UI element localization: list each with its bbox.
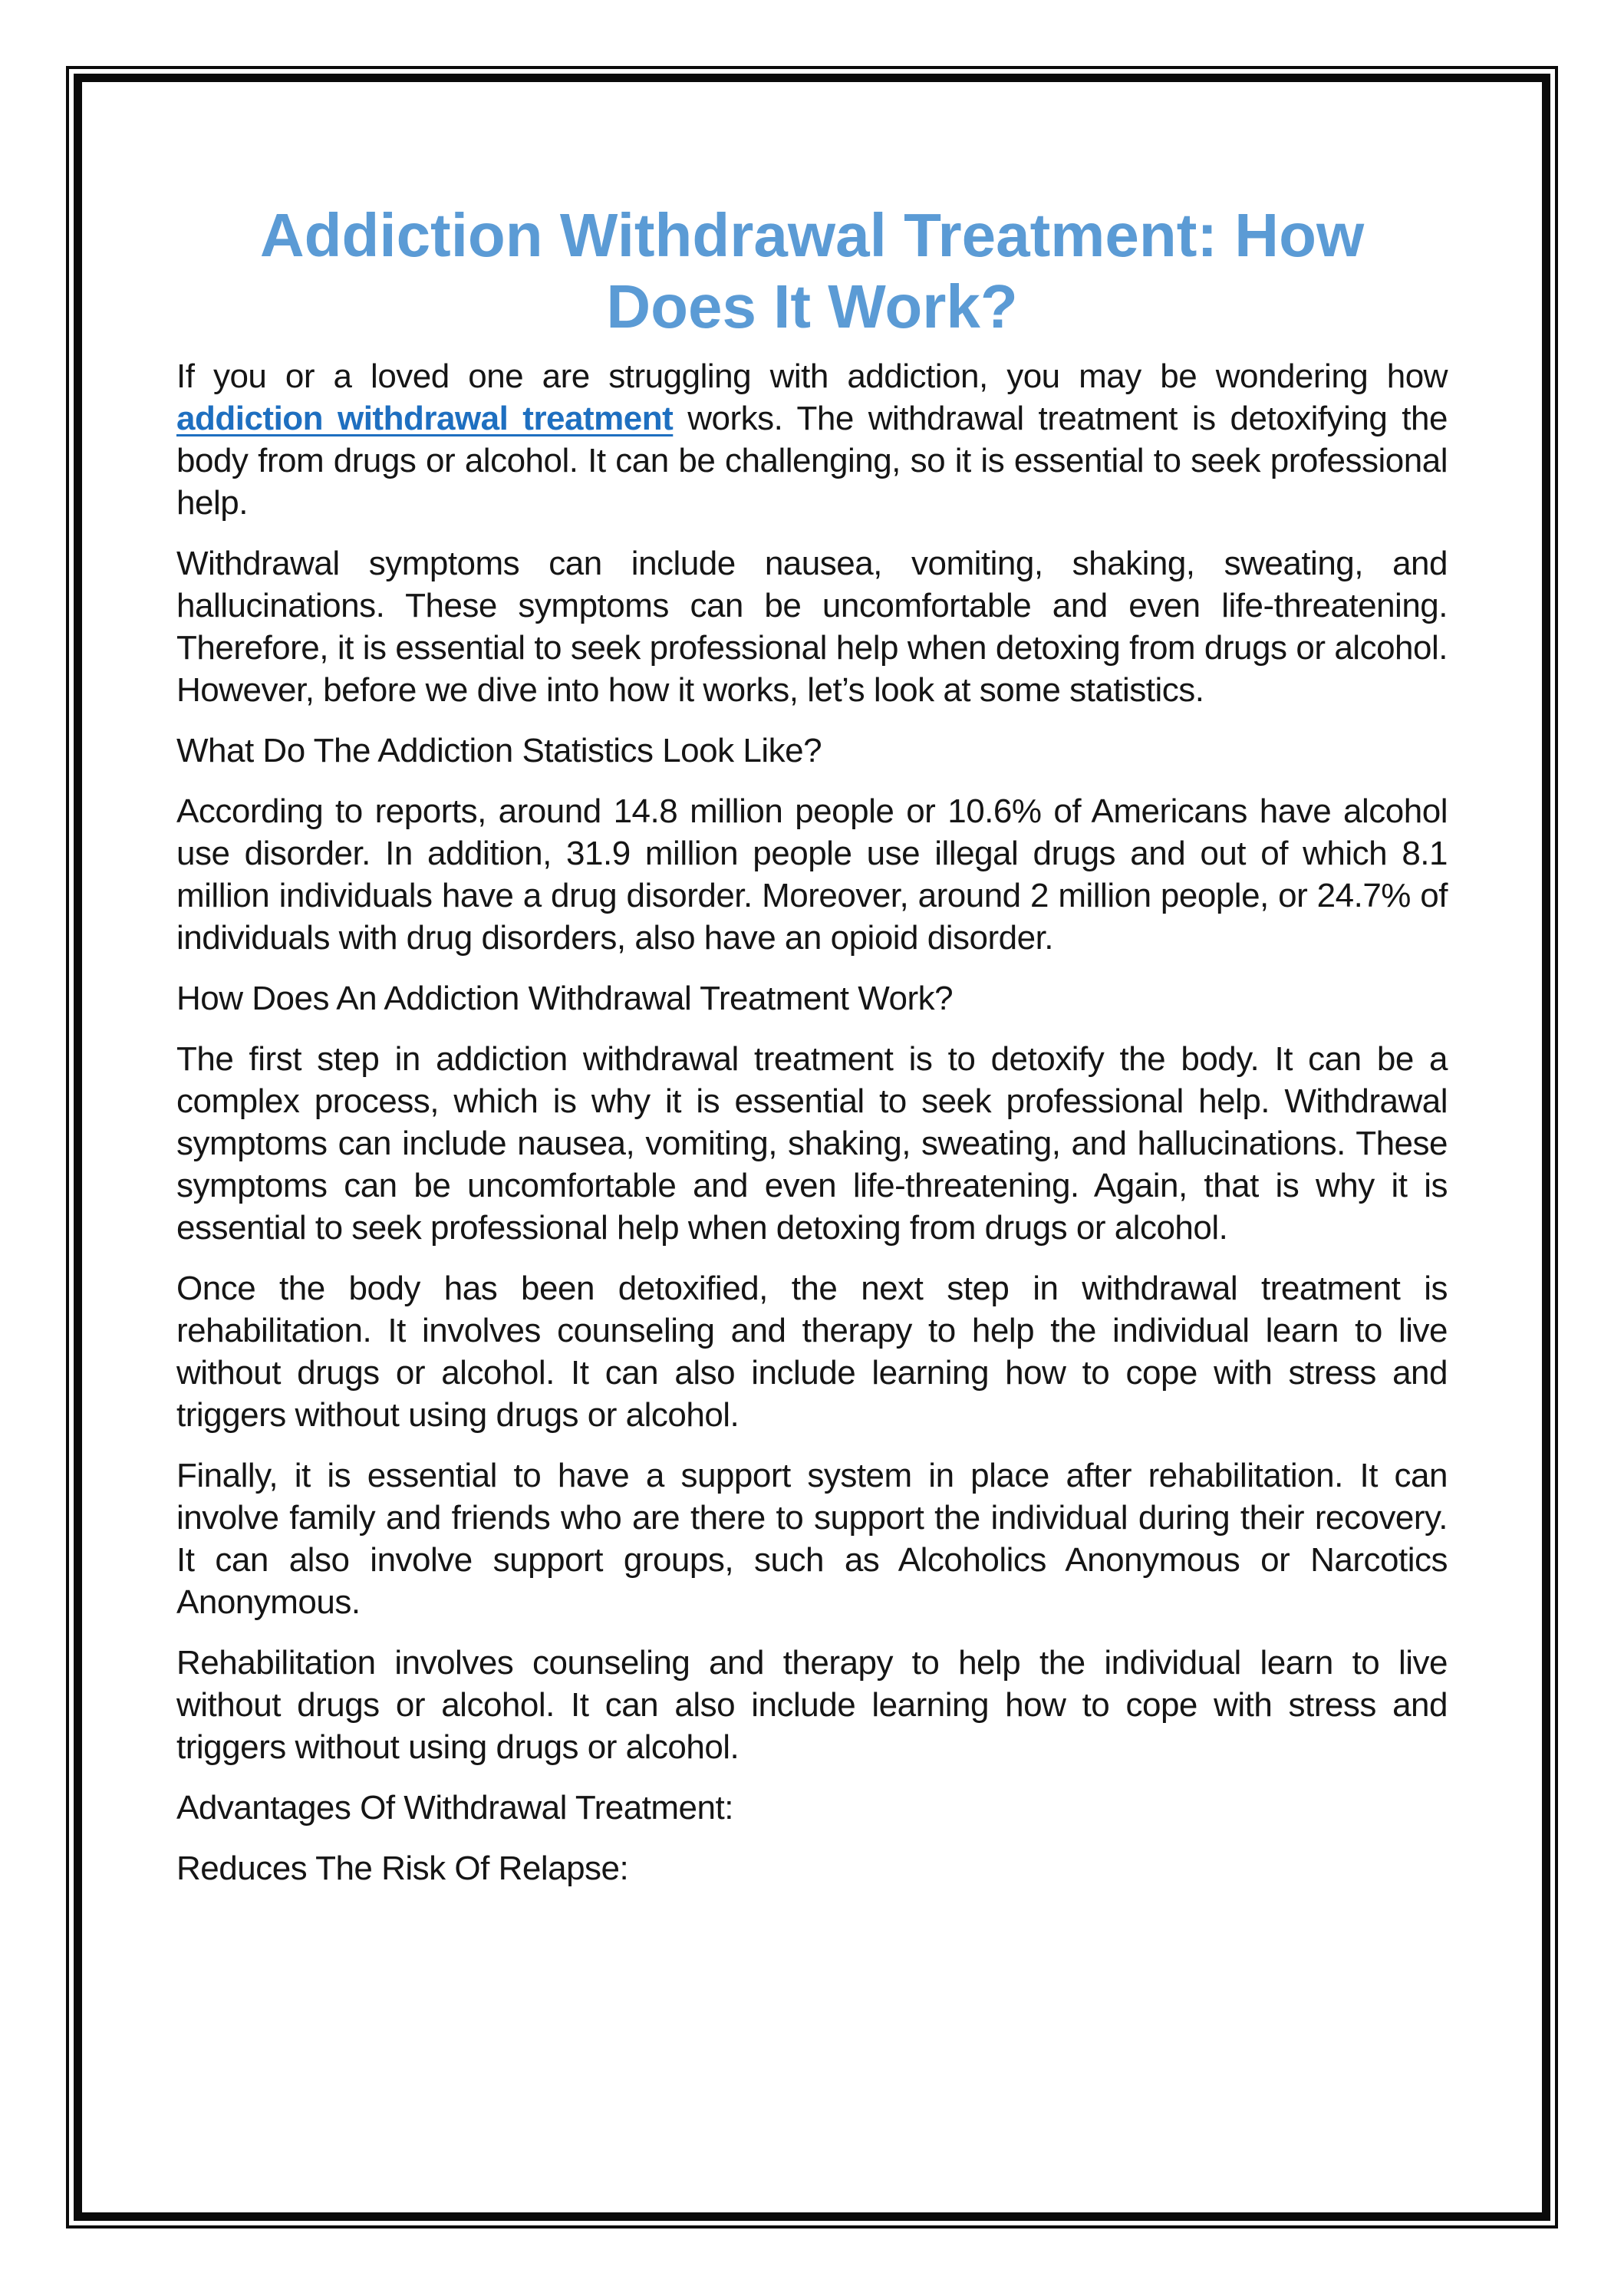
intro-text-before-link: If you or a loved one are struggling with addiction, you may be wondering how (176, 357, 1448, 395)
page-border-outer (66, 66, 1558, 2228)
heading-advantages: Advantages Of Withdrawal Treatment: (176, 1789, 733, 1827)
addiction-withdrawal-treatment-link[interactable]: addiction withdrawal treatment (176, 400, 674, 437)
paragraph-first-step-detox: The first step in addiction withdrawal treatment is to detoxify the body. It can be a complex process, which is why it is essential to seek professional help. Withdrawal symptoms can include nausea, vomiting, shaking, sweating, and hallucinations. These symptoms can be uncomfortable and even life-threatening. Again, that is why it is essential to seek professional help when detoxing from drugs or alcohol. (176, 1040, 1448, 1247)
page-title: Addiction Withdrawal Treatment: How Does It Work? (259, 201, 1365, 341)
intro-paragraph (176, 355, 1448, 524)
page-border-inner (74, 74, 1550, 2221)
document-content (82, 82, 1542, 2212)
paragraph-statistics: According to reports, around 14.8 million people or 10.6% of Americans have alcohol use disorder. In addition, 31.9 million people use illegal drugs and out of which 8.1 million individuals have a drug disorder. Moreover, around 2 million people, or 24.7% of individuals with drug disorders, also have an opioid disorder. (176, 792, 1448, 957)
heading-how-it-works: How Does An Addiction Withdrawal Treatment Work? (176, 980, 954, 1017)
paragraph-withdrawal-symptoms: Withdrawal symptoms can include nausea, vomiting, shaking, sweating, and hallucinations. These symptoms can be uncomfortable and even life-threatening. Therefore, it is essential to seek professional help when detoxing from drugs or alcohol. However, before we dive into how it works, let’s look at some statistics. (176, 545, 1448, 709)
heading-addiction-statistics: What Do The Addiction Statistics Look Like? (176, 732, 822, 769)
heading-reduces-relapse: Reduces The Risk Of Relapse: (176, 1850, 629, 1887)
paragraph-rehabilitation-recap: Rehabilitation involves counseling and therapy to help the individual learn to live without drugs or alcohol. It can also include learning how to cope with stress and triggers without using drugs or alcohol. (176, 1644, 1448, 1766)
intro-text-after-link: works. The withdrawal treatment is detoxifying the body from drugs or alcohol. It can be challenging, so it is essential to seek professional help. (176, 400, 1448, 522)
paragraph-support-system: Finally, it is essential to have a support system in place after rehabilitation. It can involve family and friends who are there to support the individual during their recovery. It can also involve support groups, such as Alcoholics Anonymous or Narcotics Anonymous. (176, 1457, 1448, 1621)
paragraph-rehabilitation: Once the body has been detoxified, the next step in withdrawal treatment is rehabilitation. It involves counseling and therapy to help the individual learn to live without drugs or alcohol. It can also include learning how to cope with stress and triggers without using drugs or alcohol. (176, 1270, 1448, 1434)
